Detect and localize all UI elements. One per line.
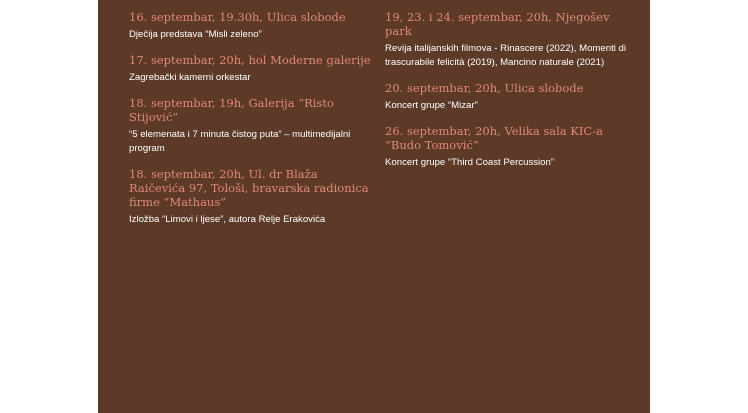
event-heading: 18. septembar, 20h, Ul. dr Blaža Raičevića 97, Tološi, bravarska radionica firme “Mathaus” bbox=[129, 167, 369, 209]
event-heading: 18. septembar, 19h, Galerija “Risto Stijović” bbox=[129, 96, 334, 124]
event-description: Zagrebački kamerni orkestar bbox=[129, 72, 251, 83]
event-item bbox=[385, 81, 630, 113]
event-description: Izložba “Limovi i ljese”, autora Relje Erakovića bbox=[129, 214, 326, 225]
event-item bbox=[385, 10, 630, 70]
schedule-column-right bbox=[385, 10, 630, 181]
event-schedule-panel bbox=[98, 0, 650, 413]
event-item bbox=[129, 10, 374, 42]
event-description: Revija italijanskih filmova - Rinascere (2022), Momenti di trascurabile felicità (2019), Mancino naturale (2021) bbox=[385, 43, 627, 68]
event-description: “5 elemenata i 7 minuta čistog puta” – multimedijalni program bbox=[129, 129, 351, 154]
event-heading: 17. septembar, 20h, hol Moderne galerije bbox=[129, 53, 371, 67]
event-item bbox=[129, 167, 374, 227]
event-item bbox=[129, 53, 374, 85]
event-heading: 19, 23. i 24. septembar, 20h, Njegošev park bbox=[385, 10, 610, 38]
event-description: Dječija predstava “Misli zeleno” bbox=[129, 29, 262, 40]
event-heading: 16. septembar, 19.30h, Ulica slobode bbox=[129, 10, 346, 24]
event-item bbox=[385, 124, 630, 170]
event-heading: 26. septembar, 20h, Velika sala KIC-a “Budo Tomović” bbox=[385, 124, 603, 152]
event-item bbox=[129, 96, 374, 156]
event-description: Koncert grupe “Mizar” bbox=[385, 100, 478, 111]
schedule-column-left bbox=[129, 10, 374, 238]
event-description: Koncert grupe “Third Coast Percussion” bbox=[385, 157, 555, 168]
event-heading: 20. septembar, 20h, Ulica slobode bbox=[385, 81, 584, 95]
